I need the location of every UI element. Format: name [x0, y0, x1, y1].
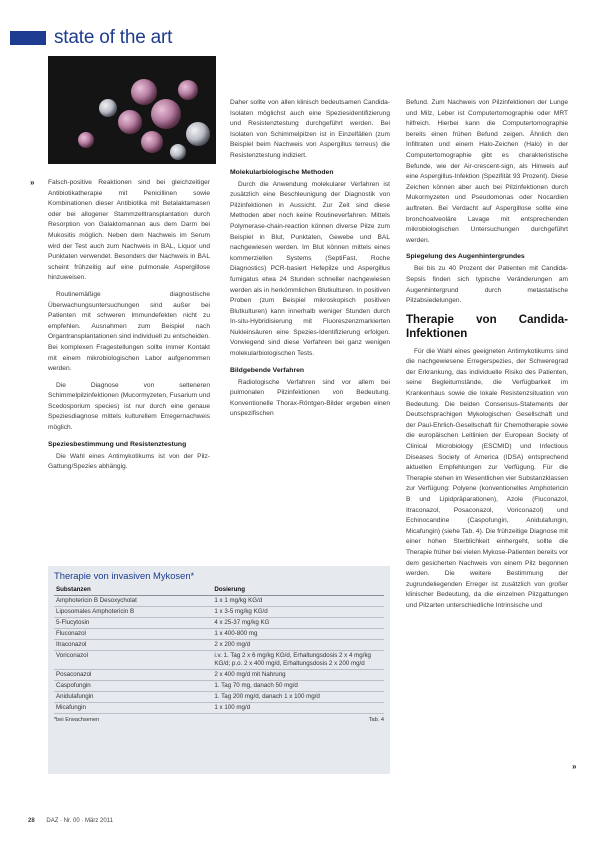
therapy-table-box: [48, 566, 390, 774]
column-right: [406, 98, 568, 618]
table-title: Therapie von invasiven Mykosen*: [54, 570, 195, 581]
table-row: [54, 640, 384, 651]
table-cell: 1. Tag 200 mg/d, danach 1 x 100 mg/d: [212, 692, 384, 703]
table-row: [54, 670, 384, 681]
section-title: state of the art: [54, 27, 173, 48]
table-row: [54, 692, 384, 703]
table-row: [54, 651, 384, 670]
table-cell: Caspofungin: [54, 681, 212, 692]
column-middle: [230, 98, 390, 426]
subheading: Bildgebende Verfahren: [230, 366, 305, 374]
table-footnote: *bei Erwachsenen: [54, 717, 100, 723]
table-cell: Micafungin: [54, 703, 212, 714]
paragraph: Die Wahl eines Antimykotikums ist von der Pilz-Gattung/Spezies abhängig.: [48, 452, 210, 471]
continue-arrow-left: »: [30, 178, 35, 187]
table-cell: 1 x 3-5 mg/kg KG/d: [212, 607, 384, 618]
paragraph: Befund. Zum Nachweis von Pilzinfektionen der Lunge und Milz, Leber ist Computertomographie oder MRT hilfreich. Hierbei kann die Computertomographie bereits einen frühen Befund zeigen. Ähnlich den Infiltraten und einem Halo-Zeichen (Halo) in der Computertomographie gibt es charakteristische Befunde, wie der Air-crescent-sign, als Hinweis auf eine Aspergillus-Infektion (Spezifität 93 Prozent). Diese Zeichen können aber auch bei Pilzinfektionen durch Mukormyzeten und Pseudomonas oder Nocardien auftreten. Bei Verdacht auf Aspergillose sollte eine bronchoalveoläre Lavage mit entsprechenden mikrobiologischen Untersuchungen durchgeführt werden.: [406, 99, 568, 244]
paragraph: Bei bis zu 40 Prozent der Patienten mit Candida-Sepsis finden sich typische Veränderungen am Augenhintergrund durch metastatische Pilzabsiedelungen.: [406, 265, 568, 305]
paragraph: Daher sollte von allen klinisch bedeutsamen Candida-Isolaten möglichst auch eine Speziesidentifizierung und Resistenztestung durchgeführt werden. Bei Isolaten von Schimmelpilzen ist in Einzelfällen (zum Beispiel beim Nachweis von Aspergillus terreus) die Resistenztestung indiziert.: [230, 99, 390, 159]
table-header-cell: Substanzen: [54, 585, 212, 596]
table-cell: 2 x 200 mg/d: [212, 640, 384, 651]
table-cell: 4 x 25-37 mg/kg KG: [212, 618, 384, 629]
column-left: [48, 178, 210, 479]
table-row: [54, 703, 384, 714]
table-cell: Amphotericin B Desoxycholat: [54, 596, 212, 607]
continue-arrow-right: »: [572, 762, 577, 771]
table-cell: 5-Flucytosin: [54, 618, 212, 629]
paragraph: Die Diagnose von selteneren Schimmelpilzinfektionen (Mucormyzeten, Fusarium und Scedosporium species) ist nur durch eine genaue Speziesdiagnose mittels kulturellem Erregernachweis möglich.: [48, 381, 210, 432]
page-footer: [28, 818, 113, 824]
header-accent-bar: [10, 31, 46, 45]
paragraph: Falsch-positive Reaktionen sind bei gleichzeitiger Antibiotikatherapie mit Penicillinen sowie Kombinationen dieser Antibiotika mit Betalaktamasen oder bei allogener Stammzelltransplantation durch Resorption von Galaktomannan aus dem Darm bei Mukositis möglich. Neben dem Nachweis im Serum wird der Test auch zum Nachweis in BAL, Liquor und Punktaten verwendet. Besonders der Nachweis in BAL scheint frühzeitig auf eine pulmonale Aspergillose hinzuweisen.: [48, 179, 210, 282]
paragraph: Durch die Anwendung molekularer Verfahren ist zusätzlich eine Beschleunigung der Diagnostik von Pilzinfektionen in Aussicht. Zur Zeit sind diese Methoden aber noch keine Routineverfahren. Mittels Polymerase-chain-reaction können diverse Pilze zum Beispiel in Blut, Punktaten, Gewebe und BAL nachgewiesen werden. Im Blut können mittels eines kommerziellen Systems (SeptiFast, Roche Diagnostics) PCR-basiert Hefepilze und Aspergillus fumigatus etwa 24 Stunden schneller nachgewiesen werden als in herkömmlichen Blutkulturen. In positiven Proben (zum Beispiel mikroskopisch positiven Blutkulturen) kann innerhalb weniger Stunden durch In-situ-Hybridisierung mit Fluoreszenzmarkierten Nukleinsäuren eine Spezies-Identifizierung erfolgen. Vorwiegend sind diese Verfahren bei ganz wenigen molekularbiologischen Tests.: [230, 180, 390, 358]
table-row: [54, 629, 384, 640]
table-cell: i.v. 1. Tag 2 x 6 mg/kg KG/d, Erhaltungsdosis 2 x 4 mg/kg KG/d; p.o. 2 x 400 mg/d, Erhaltungsdosis 2 x 200 mg/d: [212, 651, 384, 670]
table-cell: Liposomales Amphotericin B: [54, 607, 212, 618]
table-cell: Itraconazol: [54, 640, 212, 651]
table-row: [54, 618, 384, 629]
paragraph: Radiologische Verfahren sind vor allem bei pulmonalen Pilzinfektionen von Bedeutung. Konventionelle Thorax-Röntgen-Bilder ergeben einen unspezifischen: [230, 378, 390, 418]
table-row: [54, 596, 384, 607]
table-cell: 1 x 100 mg/d: [212, 703, 384, 714]
section-heading: Therapie von Candida-Infektionen: [406, 313, 568, 340]
issue-info: DAZ · Nr. 00 · März 2011: [46, 818, 113, 824]
page-number: 28: [28, 818, 35, 824]
table-header-row: [54, 585, 384, 596]
paragraph: Routinemäßige diagnostische Überwachungsuntersuchungen sind außer bei Patienten mit schweren Immundefekten nicht zu empfehlen. Ausnahmen zum Beispiel nach Organtransplantationen sind individuell zu entscheiden. Bei komplexen Fragestellungen sollte immer Kontakt mit einem mikrobiologischen Labor aufgenommen werden.: [48, 290, 210, 373]
microscopy-image: [48, 56, 216, 164]
subheading: Spiegelung des Augenhintergrundes: [406, 253, 525, 261]
table-cell: 1. Tag 70 mg, danach 50 mg/d: [212, 681, 384, 692]
table-footer: [54, 717, 384, 723]
therapy-table: [54, 585, 384, 714]
table-cell: 1 x 1 mg/kg KG/d: [212, 596, 384, 607]
table-label: Tab. 4: [368, 717, 384, 723]
table-cell: Posaconazol: [54, 670, 212, 681]
table-cell: Anidulafungin: [54, 692, 212, 703]
table-cell: Voriconazol: [54, 651, 212, 670]
page-header: [10, 26, 172, 50]
subheading: Molekularbiologische Methoden: [230, 168, 334, 176]
table-cell: Fluconazol: [54, 629, 212, 640]
table-cell: 2 x 400 mg/d mit Nahrung: [212, 670, 384, 681]
subheading: Speziesbestimmung und Resistenztestung: [48, 440, 187, 448]
paragraph: Für die Wahl eines geeigneten Antimykotikums sind die nachgewiesene Erregerspezies, der Schweregrad der Erkrankung, das individuelle Risiko des Patienten, seine Begleitumstände, die Verfügbarkeit im Krankenhaus sowie die lokale Resistenzsituation von Bedeutung. Die beiden Consensus-Statements der Deutschsprachigen Mykologischen Gesellschaft und der Paul-Ehrlich-Gesellschaft für Chemotherapie sowie die europäischen Leitlinien der European Society of Clinical Microbiology (ESCMID) und Infectious Diseases Society of America (IDSA) entsprechend aktuellen Empfehlungen zur Verfügung. Für die Therapie stehen im Wesentlichen vier Substanzklassen zur Verfügung: Polyene (konventionelles Amphotericin B und Lipidpräparationen), Azole (Fluconazol, Itraconazol, Posaconazol, Voriconazol) und Echinocandine (Caspofungin, Anidulafungin, Micafungin) (siehe Tab. 4). Die frühzeitige Diagnose mit einer hohen Sterblichkeit einhergeht, sollte die Therapie früher bei vielen Mykose-Patienten bereits vor dem gesicherten Nachweis von einem Pilz begonnen werden. Die weitere Bestimmung der zugrundeliegenden Erreger ist zusätzlich von großer klinischer Bedeutung, da die einzelnen Pilzgattungen und Pilzarten unterschiedliche Intrinsische und: [406, 347, 568, 609]
table-row: [54, 607, 384, 618]
table-cell: 1 x 400-800 mg: [212, 629, 384, 640]
table-row: [54, 681, 384, 692]
table-header-cell: Dosierung: [212, 585, 384, 596]
